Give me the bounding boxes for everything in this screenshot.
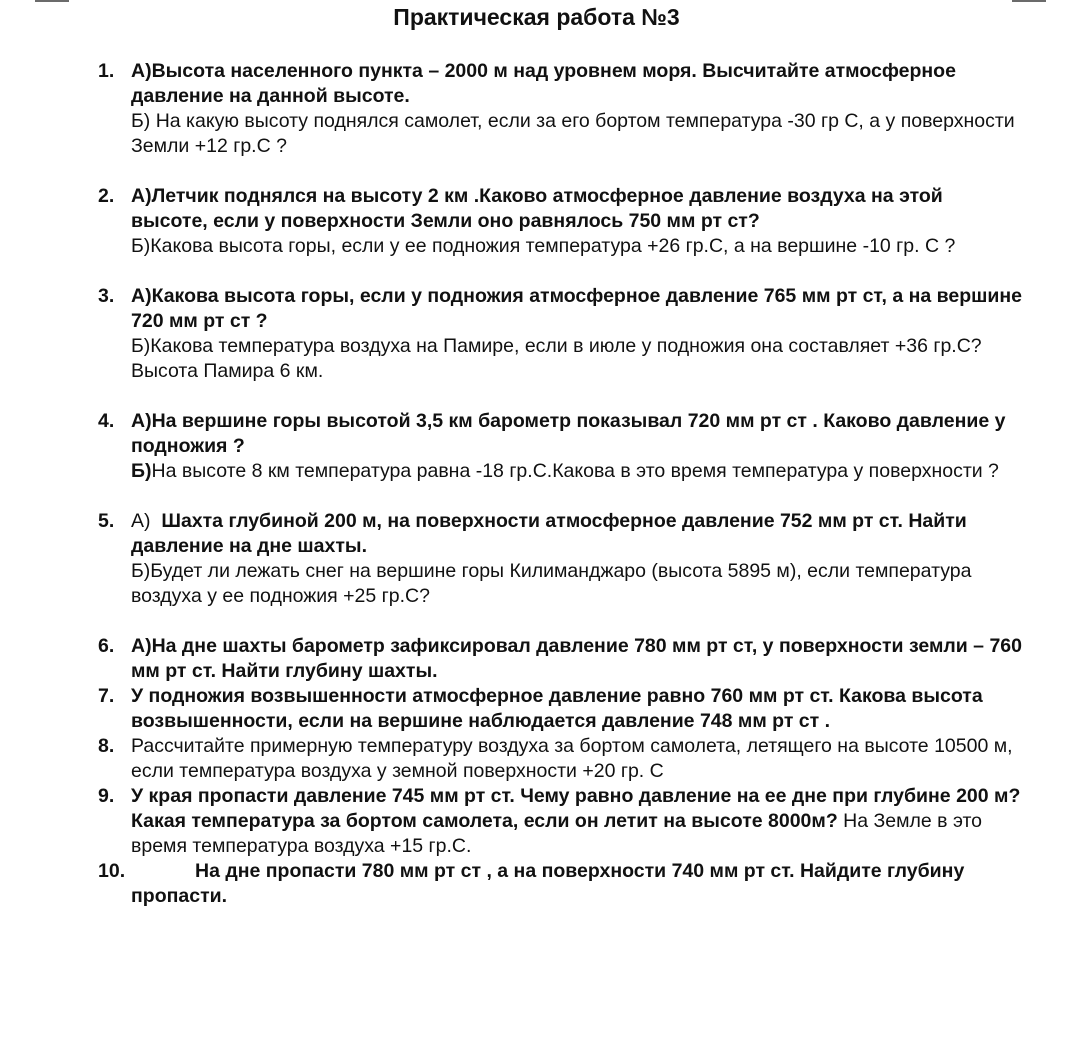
task-part-a: А)Какова высота горы, если у подножия атмосферное давление 765 мм рт ст, а на вершине 720 мм рт ст ? <box>131 285 1023 332</box>
task-9 <box>98 784 1038 859</box>
page-title: Практическая работа №3 <box>393 4 680 30</box>
task-5 <box>98 509 1038 609</box>
task-number: 2. <box>98 185 115 207</box>
top-left-rule <box>35 0 69 2</box>
task-text-content: На дне пропасти 780 мм рт ст , а на поверхности 740 мм рт ст. Найдите глубину пропасти. <box>131 860 965 907</box>
task-part-b: Б)Будет ли лежать снег на вершине горы Килиманджаро (высота 5895 м), если температура воздуха у ее подножия +25 гр.С? <box>131 560 972 607</box>
task-10 <box>98 859 1038 909</box>
task-part-a-start: А)Летчик поднялся на высоту 2 км .Каково атмосферное давление воздуха на этой <box>131 185 943 207</box>
task-part-b-text: На высоте 8 км температура равна -18 гр.С.Какова в это время температура у поверхности ? <box>151 460 999 482</box>
task-part-b-label: Б) <box>131 460 152 482</box>
task-2 <box>98 184 1038 259</box>
task-part-a-end: высоте, если у поверхности Земли оно равнялось 750 мм рт ст? <box>131 210 760 232</box>
task-number: 9. <box>98 785 115 807</box>
task-number: 5. <box>98 510 115 532</box>
task-number: 3. <box>98 285 115 307</box>
task-text <box>131 859 1038 909</box>
task-text: У подножия возвышенности атмосферное давление равно 760 мм рт ст. Какова высота возвышенности, если на вершине наблюдается давление 748 мм рт ст . <box>131 685 983 732</box>
top-right-rule <box>1012 0 1046 2</box>
task-6 <box>98 634 1038 684</box>
task-number: 10. <box>98 860 126 882</box>
task-number: 1. <box>98 60 115 82</box>
task-part-b: Б)Какова температура воздуха на Памире, если в июле у подножия она составляет +36 гр.С? Высота Памира 6 км. <box>131 335 982 382</box>
task-number: 7. <box>98 685 115 707</box>
task-number: 8. <box>98 735 115 757</box>
task-text: Рассчитайте примерную температуру воздуха за бортом самолета, летящего на высоте 10500 м, если температура воздуха у земной поверхности +20 гр. С <box>131 735 1013 782</box>
task-8 <box>98 734 1038 784</box>
task-text-bold: У края пропасти давление 745 мм рт ст. Чему равно давление на ее дне при глубине 200 м?Какая температура за бортом самолета, если он летит на высоте 8000м? <box>131 785 1021 832</box>
task-part-a: А)Высота населенного пункта – 2000 м над уровнем моря. Высчитайте атмосферное давление на данной высоте. <box>131 60 956 107</box>
task-part-a <box>131 509 1038 559</box>
task-text: А)На дне шахты барометр зафиксировал давление 780 мм рт ст, у поверхности земли – 760 мм рт ст. Найти глубину шахты. <box>131 635 1022 682</box>
task-part-a <box>131 184 1038 234</box>
task-part-a-label: А) <box>131 510 162 532</box>
task-part-b: Б) На какую высоту поднялся самолет, если за его бортом температура -30 гр С, а у поверхности Земли +12 гр.С ? <box>131 110 1015 157</box>
task-part-a: А)На вершине горы высотой 3,5 км барометр показывал 720 мм рт ст . Каково давление у подножия ? <box>131 410 1006 457</box>
task-part-a-text: Шахта глубиной 200 м, на поверхности атмосферное давление 752 мм рт ст. Найти давление на дне шахты. <box>131 510 967 557</box>
task-part-b: Б)Какова высота горы, если у ее подножия температура +26 гр.С, а на вершине -10 гр. С ? <box>131 235 956 257</box>
task-1 <box>98 59 1038 159</box>
task-3 <box>98 284 1038 384</box>
task-number: 4. <box>98 410 115 432</box>
task-7 <box>98 684 1038 734</box>
task-text-regular: На Земле в это время температура воздуха +15 гр.С. <box>131 810 983 857</box>
task-4 <box>98 409 1038 484</box>
task-list <box>98 59 1038 909</box>
task-part-b <box>131 459 1038 484</box>
task-number: 6. <box>98 635 115 657</box>
task-text <box>131 784 1038 859</box>
